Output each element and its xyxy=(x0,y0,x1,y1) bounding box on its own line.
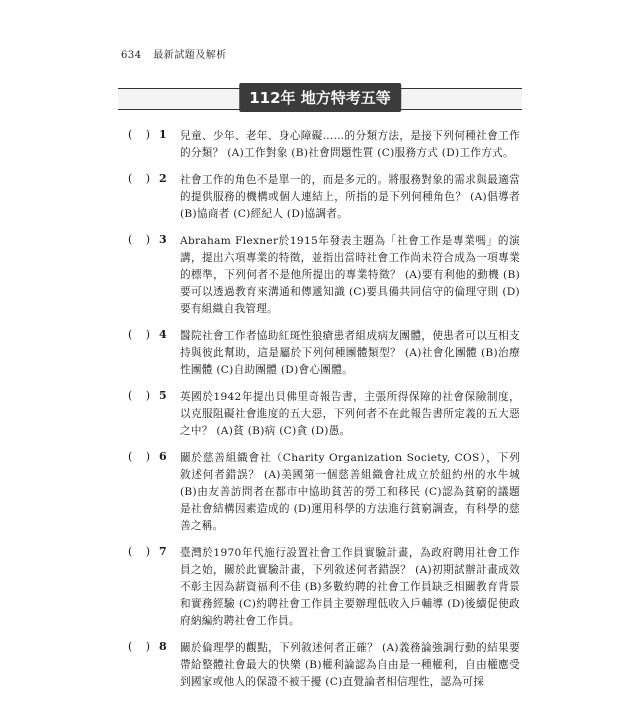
question-text: 關於慈善組織會社（Charity Organization Society, COS），下列敘述何者錯誤？ (A)美國第一個慈善組織會社成立於紐約州的水牛城 (B)由友善訪問者在都市中協助貧苦的勞工和移民 (C)認為貧窮的議題是社會結構因素造成的 (D)運用科學的方法進行貧窮調查，有科學的慈善之稱。 xyxy=(180,452,520,532)
question-text: 關於倫理學的觀點，下列敘述何者正確？ (A)義務論強調行動的結果要帶給整體社會最大的快樂 (B)權利論認為自由是一種權利，自由權應受到國家或他人的保證不被干擾 (C)直覺論者相信理性，認為可採 xyxy=(180,642,520,688)
paren-open: ( xyxy=(128,128,133,141)
question-number: 1 xyxy=(159,128,167,141)
paren-open: ( xyxy=(128,640,133,653)
paren-close: ) xyxy=(145,545,150,558)
answer-parenthesis xyxy=(128,389,150,402)
question-item xyxy=(0,128,640,162)
answer-parenthesis xyxy=(128,545,150,558)
question-item xyxy=(0,328,640,379)
paren-open: ( xyxy=(128,233,133,246)
paren-open: ( xyxy=(128,328,133,341)
question-text: 社會工作的角色不是單一的，而是多元的。將服務對象的需求與最適當的提供服務的機構或個人連結上，所指的是下列何種角色？ (A)倡導者 (B)協商者 (C)經紀人 (D)協調者。 xyxy=(180,174,520,220)
paren-close: ) xyxy=(145,389,150,402)
running-header xyxy=(121,46,227,61)
question-item xyxy=(0,389,640,440)
question-number: 2 xyxy=(159,172,167,185)
answer-parenthesis xyxy=(128,172,150,185)
question-text: 兒童、少年、老年、身心障礙……的分類方法，是接下列何種社會工作的分類？ (A)工作對象 (B)社會問題性質 (C)服務方式 (D)工作方式。 xyxy=(180,130,520,159)
question-number: 4 xyxy=(159,328,167,341)
page-number: 634 xyxy=(121,50,142,61)
question-list xyxy=(0,128,640,701)
question-item xyxy=(0,233,640,318)
paren-close: ) xyxy=(145,233,150,246)
question-number: 7 xyxy=(159,545,167,558)
paren-close: ) xyxy=(145,328,150,341)
paren-close: ) xyxy=(145,640,150,653)
question-text: 醫院社會工作者協助紅斑性狼瘡患者組成病友團體，使患者可以互相支持與彼此幫助，這是屬於下列何種團體類型？ (A)社會化團體 (B)治療性團體 (C)自助團體 (D)會心團體。 xyxy=(180,330,520,376)
question-number: 5 xyxy=(159,389,167,402)
paren-open: ( xyxy=(128,450,133,463)
header-title: 最新試題及解析 xyxy=(153,50,227,61)
question-item xyxy=(0,450,640,535)
section-title: 112年 地方特考五等 xyxy=(239,83,401,112)
paren-open: ( xyxy=(128,545,133,558)
question-item xyxy=(0,172,640,223)
answer-parenthesis xyxy=(128,128,150,141)
answer-parenthesis xyxy=(128,328,150,341)
question-number: 8 xyxy=(159,640,167,653)
paren-open: ( xyxy=(128,389,133,402)
question-text: 臺灣於1970年代施行設置社會工作員實驗計畫，為政府聘用社會工作員之始，關於此實驗計畫，下列敘述何者錯誤？ (A)初期試辦計畫成效不彰主因為薪資福利不佳 (B)多數約聘的社會工作員缺乏相關教育背景和實務經驗 (C)約聘社會工作員主要辦理低收入戶輔導 (D)後續促使政府納編約聘社會工作員。 xyxy=(180,547,520,627)
answer-parenthesis xyxy=(128,450,150,463)
question-text: Abraham Flexner於1915年發表主題為「社會工作是專業嗎」的演講，提出六項專業的特徵，並指出當時社會工作尚未符合成為一項專業的標準，下列何者不是他所提出的專業特徵？ (A)要有利他的動機 (B)要可以透過教育來溝通和傳遞知識 (C)要具備共同信守的倫理守則 (D)要有組織自我管理。 xyxy=(180,235,520,315)
paren-open: ( xyxy=(128,172,133,185)
question-text: 英國於1942年提出貝佛里奇報告書，主張所得保障的社會保險制度，以克服阻礙社會進度的五大惡，下列何者不在此報告書所定義的五大惡之中？ (A)貧 (B)病 (C)貪 (D)愚。 xyxy=(180,391,520,437)
paren-close: ) xyxy=(145,172,150,185)
question-item xyxy=(0,545,640,630)
paren-close: ) xyxy=(145,128,150,141)
question-item xyxy=(0,640,640,691)
section-banner xyxy=(118,88,522,110)
question-number: 3 xyxy=(159,233,167,246)
answer-parenthesis xyxy=(128,233,150,246)
question-number: 6 xyxy=(159,450,167,463)
paren-close: ) xyxy=(145,450,150,463)
answer-parenthesis xyxy=(128,640,150,653)
